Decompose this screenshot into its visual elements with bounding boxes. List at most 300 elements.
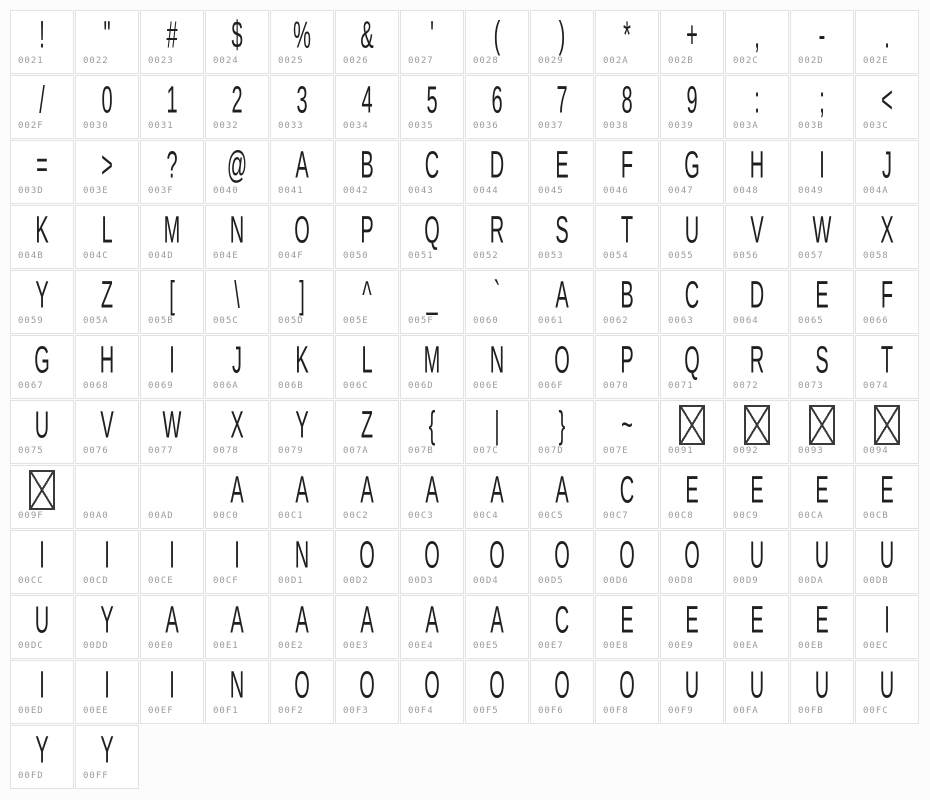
glyph-code-label: 00E1: [213, 641, 239, 651]
glyph-cell: [335, 660, 399, 724]
glyph-cell: [855, 270, 919, 334]
glyph-char: U: [879, 533, 895, 576]
glyph-cell: [725, 660, 789, 724]
glyph-char: U: [684, 663, 700, 706]
glyph-code-label: 00EC: [863, 641, 889, 651]
glyph-code-label: 00EB: [798, 641, 824, 651]
glyph-char: O: [489, 663, 505, 706]
glyph-cell: [75, 465, 139, 529]
glyph-char: O: [294, 208, 310, 251]
glyph-code-label: 006A: [213, 381, 239, 391]
glyph-code-label: 002F: [18, 121, 44, 131]
glyph-code-label: 00F9: [668, 706, 694, 716]
glyph-cell: [270, 660, 334, 724]
glyph-cell: [660, 400, 724, 464]
glyph-cell: [725, 335, 789, 399]
glyph-char: O: [424, 663, 440, 706]
glyph-code-label: 0031: [148, 121, 174, 131]
glyph-char: Q: [684, 338, 700, 381]
glyph-code-label: 005D: [278, 316, 304, 326]
glyph-code-label: 00F6: [538, 706, 564, 716]
glyph-char: }: [558, 403, 566, 446]
glyph-code-label: 00F2: [278, 706, 304, 716]
glyph-char: L: [361, 338, 373, 381]
glyph-cell: [205, 595, 269, 659]
glyph-cell: [530, 140, 594, 204]
glyph-char: D: [489, 143, 505, 186]
glyph-code-label: 0039: [668, 121, 694, 131]
glyph-code-label: 0046: [603, 186, 629, 196]
glyph-cell: [595, 10, 659, 74]
glyph-char: E: [880, 468, 894, 511]
glyph-cell: [400, 660, 464, 724]
glyph-cell: [530, 270, 594, 334]
glyph-char: ;: [819, 78, 825, 121]
glyph-cell: [270, 595, 334, 659]
glyph-char: 6: [491, 78, 503, 121]
glyph-cell: [465, 10, 529, 74]
glyph-cell: [335, 595, 399, 659]
glyph-code-label: 0047: [668, 186, 694, 196]
glyph-code-label: 0037: [538, 121, 564, 131]
glyph-cell: [595, 530, 659, 594]
glyph-cell: [140, 530, 204, 594]
glyph-char: 8: [621, 78, 633, 121]
glyph-cell: [205, 465, 269, 529]
glyph-code-label: 003A: [733, 121, 759, 131]
glyph-cell: [75, 10, 139, 74]
glyph-code-label: 00EE: [83, 706, 109, 716]
glyph-char: T: [880, 338, 894, 381]
glyph-code-label: 0054: [603, 251, 629, 261]
glyph-char: Y: [100, 598, 114, 641]
glyph-code-label: 00C8: [668, 511, 694, 521]
glyph-char: F: [620, 143, 634, 186]
glyph-cell: [595, 270, 659, 334]
glyph-code-label: 005A: [83, 316, 109, 326]
glyph-cell: [400, 465, 464, 529]
glyph-cell: [270, 10, 334, 74]
glyph-code-label: 003C: [863, 121, 889, 131]
glyph-char: +: [686, 13, 698, 56]
glyph-char: K: [295, 338, 309, 381]
glyph-code-label: 005E: [343, 316, 369, 326]
glyph-char: >: [101, 143, 113, 186]
glyph-cell: [10, 10, 74, 74]
glyph-code-label: 003B: [798, 121, 824, 131]
glyph-char: O: [684, 533, 700, 576]
glyph-char: *: [623, 13, 631, 56]
glyph-char: !: [39, 13, 45, 56]
glyph-code-label: 004A: [863, 186, 889, 196]
glyph-char: .: [884, 13, 890, 56]
glyph-cell: [465, 530, 529, 594]
glyph-code-label: 0050: [343, 251, 369, 261]
glyph-code-label: 007B: [408, 446, 434, 456]
glyph-code-label: 00DA: [798, 576, 824, 586]
glyph-char: C: [554, 598, 570, 641]
glyph-char: U: [814, 663, 830, 706]
glyph-code-label: 003E: [83, 186, 109, 196]
glyph-cell: [400, 205, 464, 269]
glyph-cell: [530, 10, 594, 74]
glyph-cell: [400, 595, 464, 659]
glyph-cell: [725, 140, 789, 204]
glyph-char: ): [558, 13, 566, 56]
glyph-cell: [75, 140, 139, 204]
glyph-code-label: 00CF: [213, 576, 239, 586]
glyph-cell: [400, 75, 464, 139]
glyph-cell: [75, 270, 139, 334]
glyph-cell: [660, 270, 724, 334]
glyph-char: I: [169, 338, 175, 381]
glyph-cell: [75, 400, 139, 464]
glyph-cell: [10, 335, 74, 399]
glyph-cell: [270, 335, 334, 399]
glyph-char: C: [619, 468, 635, 511]
glyph-char: ]: [299, 273, 305, 316]
glyph-char: A: [230, 468, 244, 511]
character-map-grid: [10, 10, 919, 789]
glyph-cell: [530, 400, 594, 464]
glyph-code-label: 0074: [863, 381, 889, 391]
glyph-cell: [335, 75, 399, 139]
notdef-box-icon: [726, 403, 788, 447]
glyph-char: V: [750, 208, 764, 251]
glyph-char: H: [749, 143, 765, 186]
glyph-code-label: 002B: [668, 56, 694, 66]
glyph-code-label: 00D1: [278, 576, 304, 586]
glyph-cell: [270, 270, 334, 334]
glyph-char: -: [818, 13, 826, 56]
glyph-code-label: 0076: [83, 446, 109, 456]
glyph-code-label: 00CD: [83, 576, 109, 586]
glyph-code-label: 002E: [863, 56, 889, 66]
glyph-code-label: 00DB: [863, 576, 889, 586]
notdef-box-icon: [856, 403, 918, 447]
glyph-cell: [10, 725, 74, 789]
glyph-char: N: [489, 338, 505, 381]
glyph-char: U: [684, 208, 700, 251]
glyph-char: S: [555, 208, 569, 251]
glyph-code-label: 0077: [148, 446, 174, 456]
glyph-char: U: [749, 663, 765, 706]
glyph-cell: [75, 335, 139, 399]
glyph-cell: [530, 530, 594, 594]
glyph-cell: [140, 75, 204, 139]
glyph-char: M: [163, 208, 181, 251]
glyph-char: O: [294, 663, 310, 706]
glyph-char: W: [162, 403, 182, 446]
glyph-code-label: 00D8: [668, 576, 694, 586]
glyph-code-label: 004C: [83, 251, 109, 261]
glyph-code-label: 00FD: [18, 771, 44, 781]
glyph-cell: [335, 400, 399, 464]
glyph-char: ~: [621, 403, 633, 446]
glyph-code-label: 007E: [603, 446, 629, 456]
glyph-code-label: 0045: [538, 186, 564, 196]
glyph-cell: [660, 140, 724, 204]
glyph-cell: [10, 595, 74, 659]
glyph-cell: [465, 75, 529, 139]
glyph-cell: [660, 660, 724, 724]
glyph-char: I: [169, 533, 175, 576]
glyph-cell: [660, 335, 724, 399]
glyph-char: &: [360, 13, 374, 56]
glyph-code-label: 0034: [343, 121, 369, 131]
glyph-char: A: [425, 598, 439, 641]
glyph-char: Y: [35, 273, 49, 316]
glyph-code-label: 0032: [213, 121, 239, 131]
glyph-code-label: 00F4: [408, 706, 434, 716]
glyph-cell: [75, 530, 139, 594]
glyph-code-label: 0066: [863, 316, 889, 326]
glyph-char: E: [815, 598, 829, 641]
glyph-code-label: 00A0: [83, 511, 109, 521]
glyph-cell: [595, 595, 659, 659]
glyph-cell: [790, 75, 854, 139]
glyph-cell: [465, 400, 529, 464]
glyph-code-label: 0044: [473, 186, 499, 196]
glyph-code-label: 0035: [408, 121, 434, 131]
glyph-char: O: [619, 663, 635, 706]
glyph-cell: [75, 205, 139, 269]
glyph-cell: [790, 205, 854, 269]
glyph-char: =: [36, 143, 48, 186]
glyph-cell: [855, 595, 919, 659]
glyph-code-label: 0070: [603, 381, 629, 391]
glyph-char: ?: [166, 143, 178, 186]
glyph-cell: [270, 140, 334, 204]
glyph-char: 3: [296, 78, 308, 121]
glyph-cell: [140, 140, 204, 204]
glyph-code-label: 00CB: [863, 511, 889, 521]
glyph-char: A: [490, 468, 504, 511]
glyph-cell: [725, 270, 789, 334]
glyph-cell: [270, 465, 334, 529]
glyph-cell: [660, 75, 724, 139]
glyph-cell: [335, 205, 399, 269]
glyph-code-label: 00E7: [538, 641, 564, 651]
glyph-cell: [790, 270, 854, 334]
glyph-char: E: [555, 143, 569, 186]
glyph-char: U: [749, 533, 765, 576]
glyph-cell: [855, 660, 919, 724]
glyph-char: <: [881, 78, 893, 121]
glyph-char: J: [882, 143, 892, 186]
glyph-cell: [465, 465, 529, 529]
glyph-code-label: 0060: [473, 316, 499, 326]
glyph-cell: [530, 660, 594, 724]
glyph-char: P: [360, 208, 374, 251]
glyph-code-label: 00D2: [343, 576, 369, 586]
glyph-cell: [595, 400, 659, 464]
glyph-char: L: [101, 208, 113, 251]
glyph-code-label: 00E9: [668, 641, 694, 651]
glyph-cell: [790, 140, 854, 204]
glyph-char: A: [295, 598, 309, 641]
glyph-cell: [10, 75, 74, 139]
glyph-code-label: 00DC: [18, 641, 44, 651]
glyph-cell: [855, 400, 919, 464]
glyph-code-label: 00ED: [18, 706, 44, 716]
glyph-code-label: 006F: [538, 381, 564, 391]
glyph-cell: [10, 660, 74, 724]
glyph-code-label: 00FB: [798, 706, 824, 716]
glyph-code-label: 0038: [603, 121, 629, 131]
glyph-char: U: [34, 403, 50, 446]
glyph-code-label: 0026: [343, 56, 369, 66]
glyph-code-label: 00CA: [798, 511, 824, 521]
glyph-code-label: 0069: [148, 381, 174, 391]
glyph-code-label: 00FA: [733, 706, 759, 716]
glyph-code-label: 0021: [18, 56, 44, 66]
glyph-cell: [530, 75, 594, 139]
glyph-code-label: 00C5: [538, 511, 564, 521]
glyph-code-label: 0064: [733, 316, 759, 326]
glyph-code-label: 0048: [733, 186, 759, 196]
glyph-cell: [725, 400, 789, 464]
glyph-code-label: 00F8: [603, 706, 629, 716]
glyph-cell: [400, 400, 464, 464]
glyph-code-label: 0040: [213, 186, 239, 196]
glyph-char: I: [104, 663, 110, 706]
glyph-char: I: [169, 663, 175, 706]
glyph-code-label: 005F: [408, 316, 434, 326]
glyph-code-label: 004E: [213, 251, 239, 261]
glyph-code-label: 0094: [863, 446, 889, 456]
glyph-char: O: [554, 533, 570, 576]
glyph-code-label: 005C: [213, 316, 239, 326]
glyph-code-label: 0078: [213, 446, 239, 456]
glyph-char: A: [555, 273, 569, 316]
glyph-cell: [335, 140, 399, 204]
glyph-cell: [140, 400, 204, 464]
glyph-cell: [140, 335, 204, 399]
glyph-char: I: [234, 533, 240, 576]
glyph-char: E: [685, 598, 699, 641]
glyph-char: E: [685, 468, 699, 511]
glyph-cell: [855, 530, 919, 594]
glyph-cell: [660, 530, 724, 594]
glyph-char: %: [293, 13, 311, 56]
glyph-char: R: [749, 338, 765, 381]
glyph-cell: [140, 660, 204, 724]
glyph-cell: [465, 205, 529, 269]
glyph-code-label: 0059: [18, 316, 44, 326]
glyph-code-label: 003D: [18, 186, 44, 196]
glyph-char: ^: [362, 273, 372, 316]
glyph-cell: [75, 595, 139, 659]
glyph-char: [157, 469, 188, 511]
glyph-code-label: 0036: [473, 121, 499, 131]
glyph-cell: [205, 75, 269, 139]
glyph-code-label: 0030: [83, 121, 109, 131]
glyph-code-label: 00C1: [278, 511, 304, 521]
glyph-char: ': [430, 13, 434, 56]
glyph-cell: [595, 75, 659, 139]
glyph-cell: [270, 205, 334, 269]
glyph-code-label: 00E5: [473, 641, 499, 651]
glyph-code-label: 0027: [408, 56, 434, 66]
glyph-code-label: 00C3: [408, 511, 434, 521]
glyph-code-label: 00D4: [473, 576, 499, 586]
glyph-code-label: 00CC: [18, 576, 44, 586]
glyph-cell: [855, 335, 919, 399]
glyph-code-label: 00E4: [408, 641, 434, 651]
glyph-cell: [400, 335, 464, 399]
glyph-cell: [335, 10, 399, 74]
notdef-box-icon: [11, 468, 73, 512]
glyph-code-label: 0073: [798, 381, 824, 391]
glyph-code-label: 00F3: [343, 706, 369, 716]
glyph-char: E: [620, 598, 634, 641]
glyph-char: Q: [424, 208, 440, 251]
glyph-code-label: 00C4: [473, 511, 499, 521]
glyph-char: V: [100, 403, 114, 446]
glyph-char: U: [34, 598, 50, 641]
glyph-char: A: [295, 143, 309, 186]
glyph-code-label: 00C9: [733, 511, 759, 521]
glyph-code-label: 006E: [473, 381, 499, 391]
glyph-cell: [335, 335, 399, 399]
glyph-char: I: [819, 143, 825, 186]
glyph-code-label: 0071: [668, 381, 694, 391]
glyph-char: 4: [361, 78, 373, 121]
glyph-cell: [595, 335, 659, 399]
glyph-char: A: [425, 468, 439, 511]
glyph-char: N: [229, 208, 245, 251]
glyph-char: U: [814, 533, 830, 576]
glyph-code-label: 0062: [603, 316, 629, 326]
glyph-cell: [530, 205, 594, 269]
glyph-char: N: [229, 663, 245, 706]
glyph-code-label: 006C: [343, 381, 369, 391]
glyph-cell: [725, 75, 789, 139]
glyph-code-label: 0033: [278, 121, 304, 131]
glyph-cell: [10, 270, 74, 334]
glyph-char: 9: [686, 78, 698, 121]
glyph-code-label: 002D: [798, 56, 824, 66]
glyph-code-label: 0051: [408, 251, 434, 261]
glyph-code-label: 00EA: [733, 641, 759, 651]
glyph-code-label: 004D: [148, 251, 174, 261]
glyph-cell: [855, 140, 919, 204]
glyph-cell: [660, 10, 724, 74]
glyph-cell: [335, 465, 399, 529]
glyph-cell: [790, 400, 854, 464]
glyph-code-label: 0058: [863, 251, 889, 261]
glyph-cell: [205, 660, 269, 724]
glyph-char: O: [554, 338, 570, 381]
glyph-cell: [725, 595, 789, 659]
glyph-char: O: [359, 533, 375, 576]
glyph-code-label: 00FF: [83, 771, 109, 781]
glyph-cell: [400, 10, 464, 74]
glyph-char: N: [294, 533, 310, 576]
glyph-cell: [205, 335, 269, 399]
glyph-char: O: [424, 533, 440, 576]
glyph-code-label: 007A: [343, 446, 369, 456]
glyph-char: C: [424, 143, 440, 186]
glyph-code-label: 009F: [18, 511, 44, 521]
glyph-char: P: [620, 338, 634, 381]
glyph-code-label: 0093: [798, 446, 824, 456]
glyph-cell: [530, 465, 594, 529]
glyph-char: Y: [295, 403, 309, 446]
glyph-cell: [140, 270, 204, 334]
glyph-cell: [595, 205, 659, 269]
